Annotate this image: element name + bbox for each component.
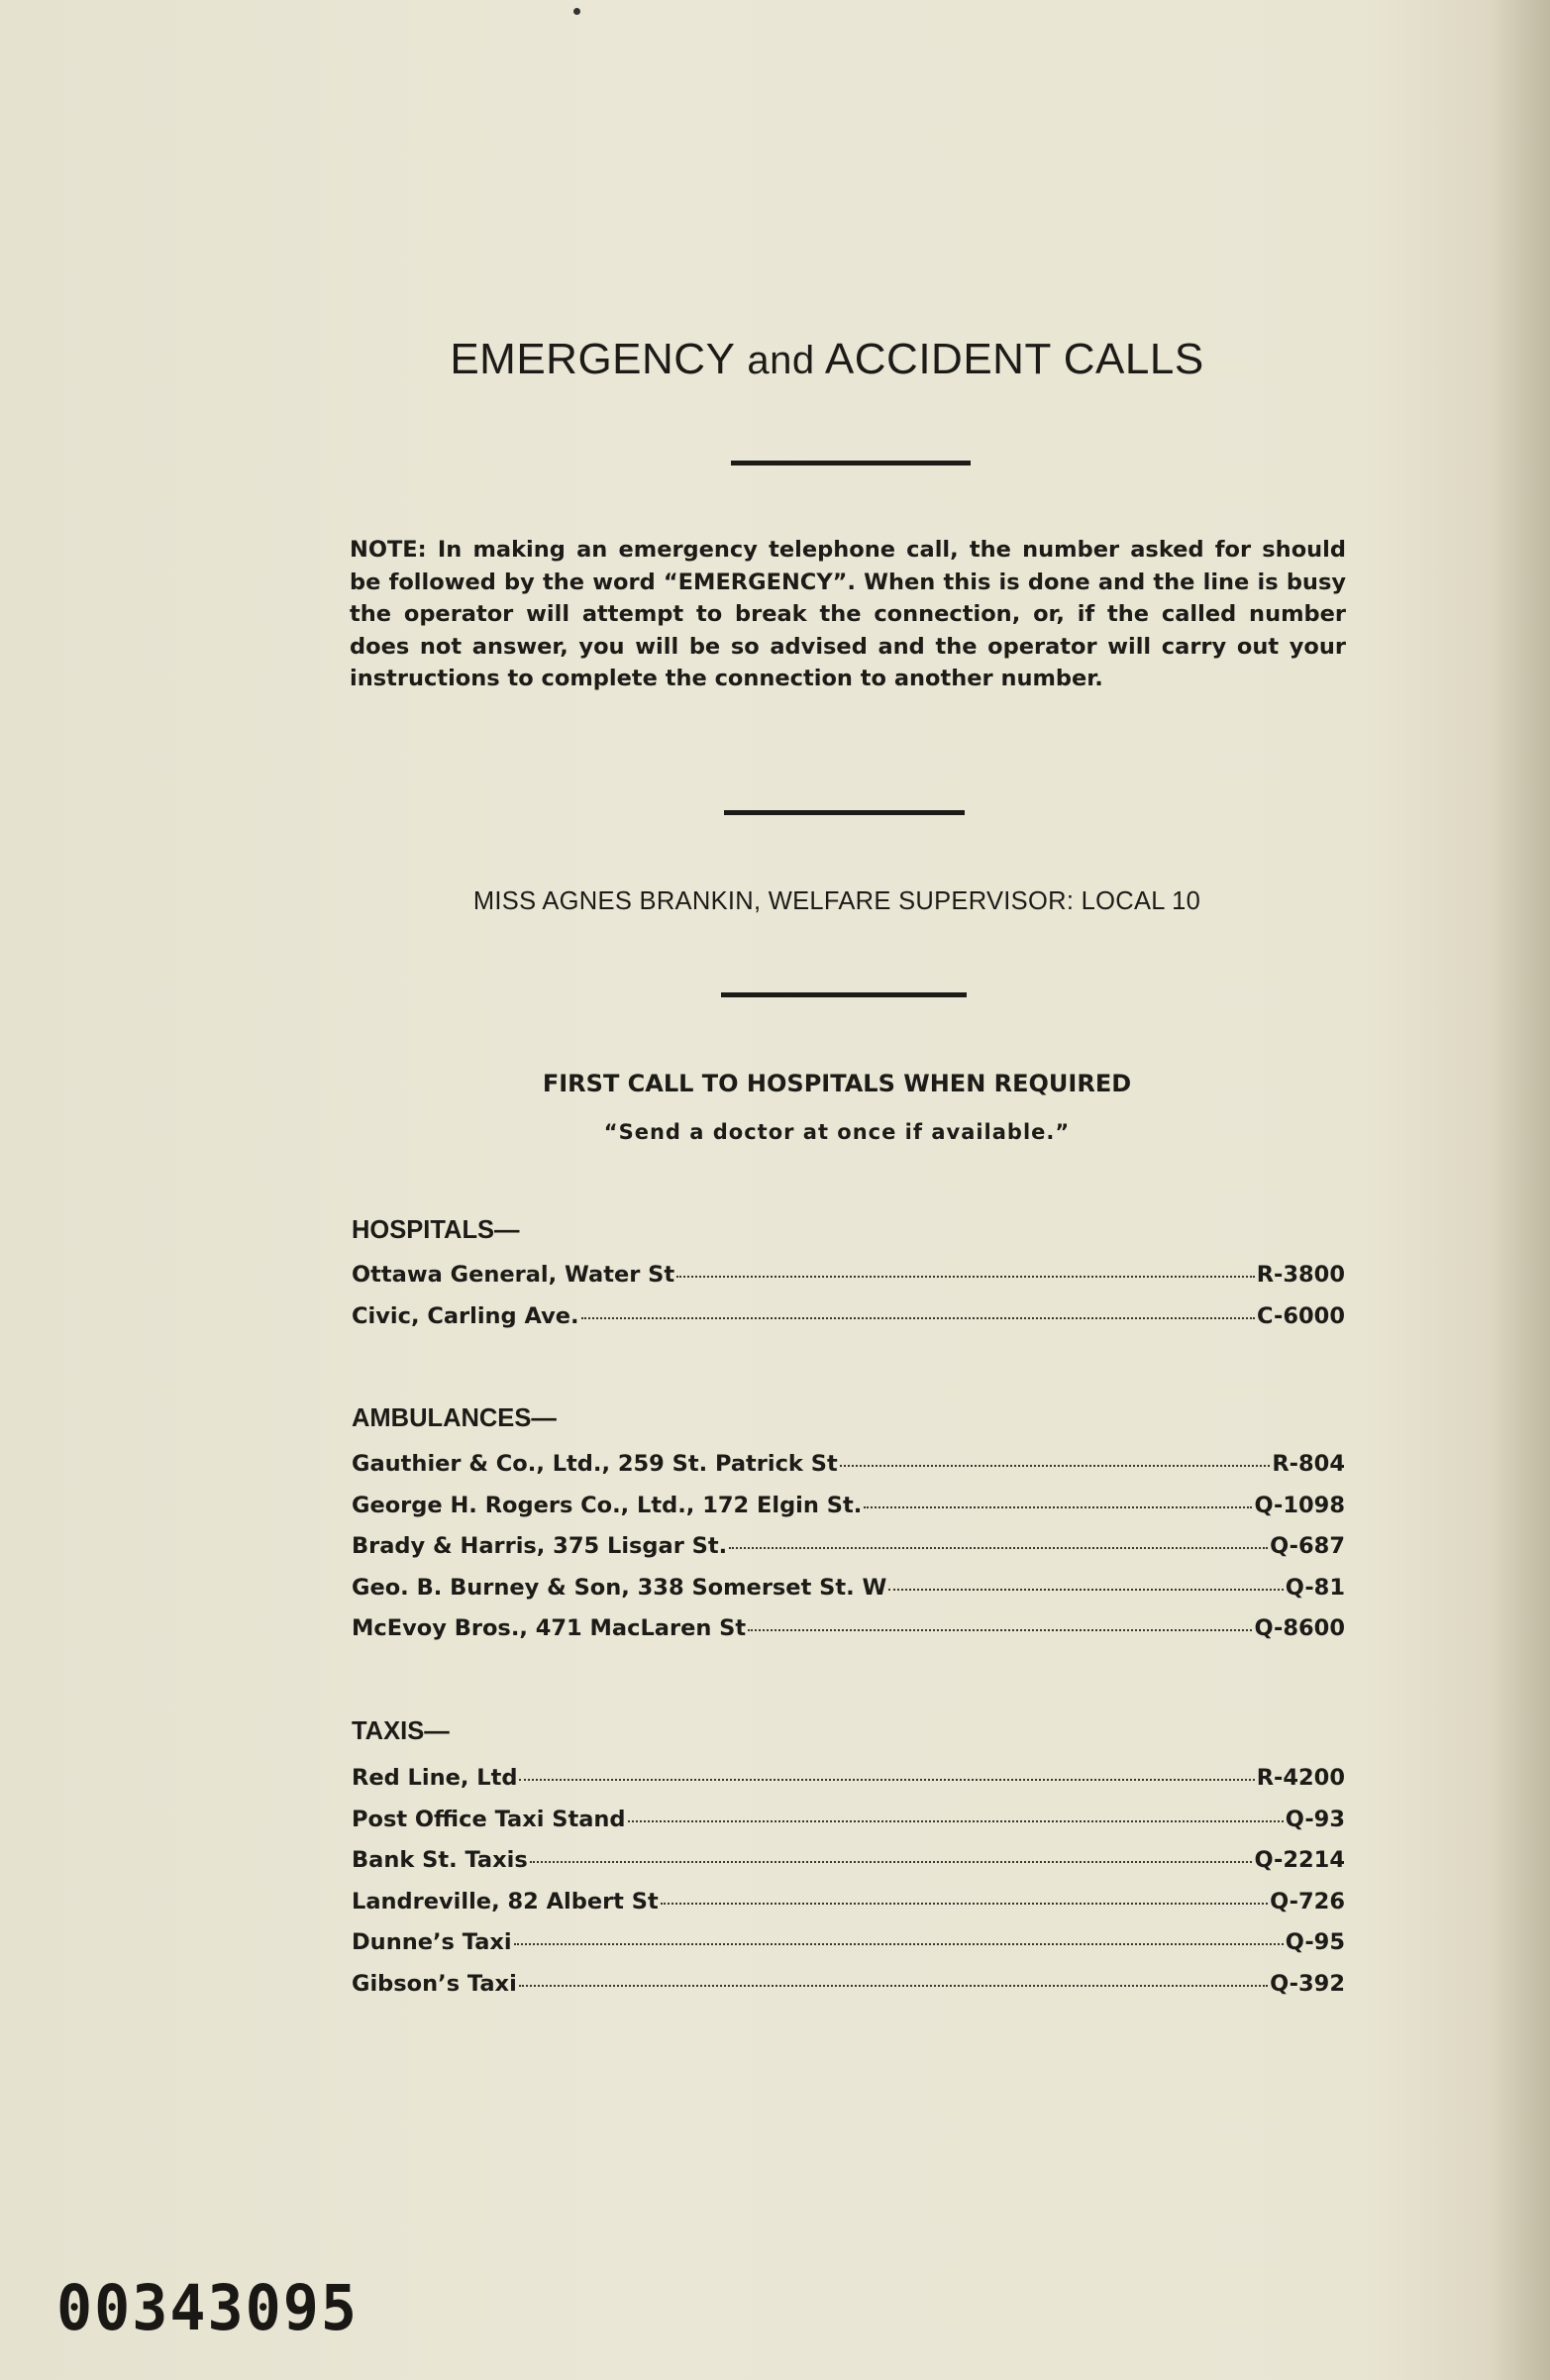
entry-phone-number: Q-1098 <box>1254 1492 1345 1518</box>
entry-name: Dunne’s Taxi <box>352 1929 512 1955</box>
hospitals-list <box>352 1262 1345 1344</box>
entry-name: Bank St. Taxis <box>352 1847 528 1873</box>
directory-entry <box>352 1929 1345 1971</box>
directory-entry <box>352 1262 1345 1303</box>
entry-name: Post Office Taxi Stand <box>352 1806 626 1832</box>
directory-entry <box>352 1971 1345 2013</box>
entry-phone-number: Q-392 <box>1270 1970 1345 1997</box>
dot-leader <box>729 1547 1268 1549</box>
punch-dot <box>573 8 580 15</box>
entry-phone-number: R-4200 <box>1256 1765 1345 1791</box>
dot-leader <box>514 1943 1284 1945</box>
entry-phone-number: Q-93 <box>1285 1806 1345 1832</box>
entry-phone-number: C-6000 <box>1257 1302 1345 1329</box>
taxis-list <box>352 1765 1345 2012</box>
page-title <box>357 335 1297 384</box>
entry-name: Gibson’s Taxi <box>352 1970 517 1997</box>
entry-name: McEvoy Bros., 471 MacLaren St <box>352 1615 747 1641</box>
ambulances-list <box>352 1451 1345 1657</box>
divider-rule <box>731 461 971 466</box>
ambulances-heading: AMBULANCES— <box>352 1404 557 1432</box>
first-call-quote: “Send a doctor at once if available.” <box>603 1120 1071 1144</box>
entry-name: Gauthier & Co., Ltd., 259 St. Patrick St <box>352 1451 838 1477</box>
dot-leader <box>530 1861 1253 1863</box>
directory-entry <box>352 1807 1345 1848</box>
entry-name: George H. Rogers Co., Ltd., 172 Elgin St. <box>352 1492 863 1518</box>
entry-phone-number: Q-8600 <box>1254 1615 1345 1641</box>
dot-leader <box>748 1629 1252 1631</box>
directory-entry <box>352 1533 1345 1575</box>
directory-entry <box>352 1451 1345 1493</box>
entry-phone-number: R-3800 <box>1256 1262 1345 1288</box>
taxis-heading: TAXIS— <box>352 1717 450 1745</box>
entry-phone-number: R-804 <box>1272 1451 1345 1477</box>
hospitals-heading: HOSPITALS— <box>352 1216 520 1244</box>
title-rest: ACCIDENT CALLS <box>824 335 1204 383</box>
title-main: EMERGENCY <box>450 335 735 383</box>
entry-name: Civic, Carling Ave. <box>352 1302 579 1329</box>
directory-entry <box>352 1847 1345 1889</box>
divider-rule <box>721 992 967 997</box>
directory-entry <box>352 1303 1345 1345</box>
emergency-note: NOTE: In making an emergency telephone call, the number asked for should be followed by the word “EMERGENCY”. When this is done and the line is busy the operator will attempt to break the connection, or, if the called number does not answer, you will be so advised and the operator will carry out your instructions to complete the connection to another number. <box>350 537 1346 691</box>
dot-leader <box>888 1589 1283 1591</box>
first-call-heading: FIRST CALL TO HOSPITALS WHEN REQUIRED <box>542 1070 1132 1097</box>
entry-phone-number: Q-81 <box>1285 1574 1345 1601</box>
entry-name: Ottawa General, Water St <box>352 1262 675 1288</box>
directory-entry <box>352 1493 1345 1534</box>
dot-leader <box>519 1779 1254 1781</box>
entry-name: Red Line, Ltd <box>352 1765 518 1791</box>
dot-leader <box>519 1985 1268 1987</box>
entry-name: Landreville, 82 Albert St <box>352 1888 659 1914</box>
entry-phone-number: Q-687 <box>1270 1533 1345 1559</box>
dot-leader <box>628 1820 1284 1822</box>
directory-entry <box>352 1889 1345 1930</box>
directory-entry <box>352 1575 1345 1616</box>
entry-phone-number: Q-2214 <box>1254 1847 1345 1873</box>
entry-phone-number: Q-95 <box>1285 1929 1345 1955</box>
dot-leader <box>676 1276 1255 1278</box>
entry-name: Geo. B. Burney & Son, 338 Somerset St. W <box>352 1574 887 1601</box>
archive-stamp-number: 00343095 <box>56 2272 359 2345</box>
page-edge-shadow <box>1491 0 1550 2380</box>
dot-leader <box>864 1506 1252 1508</box>
dot-leader <box>840 1465 1271 1467</box>
divider-rule <box>724 810 965 815</box>
directory-entry <box>352 1615 1345 1657</box>
entry-name: Brady & Harris, 375 Lisgar St. <box>352 1533 728 1559</box>
dot-leader <box>581 1317 1255 1319</box>
dot-leader <box>661 1903 1268 1905</box>
title-and: and <box>747 339 815 382</box>
entry-phone-number: Q-726 <box>1270 1888 1345 1914</box>
welfare-supervisor-line: MISS AGNES BRANKIN, WELFARE SUPERVISOR: LOCAL 10 <box>472 887 1201 915</box>
directory-entry <box>352 1765 1345 1807</box>
